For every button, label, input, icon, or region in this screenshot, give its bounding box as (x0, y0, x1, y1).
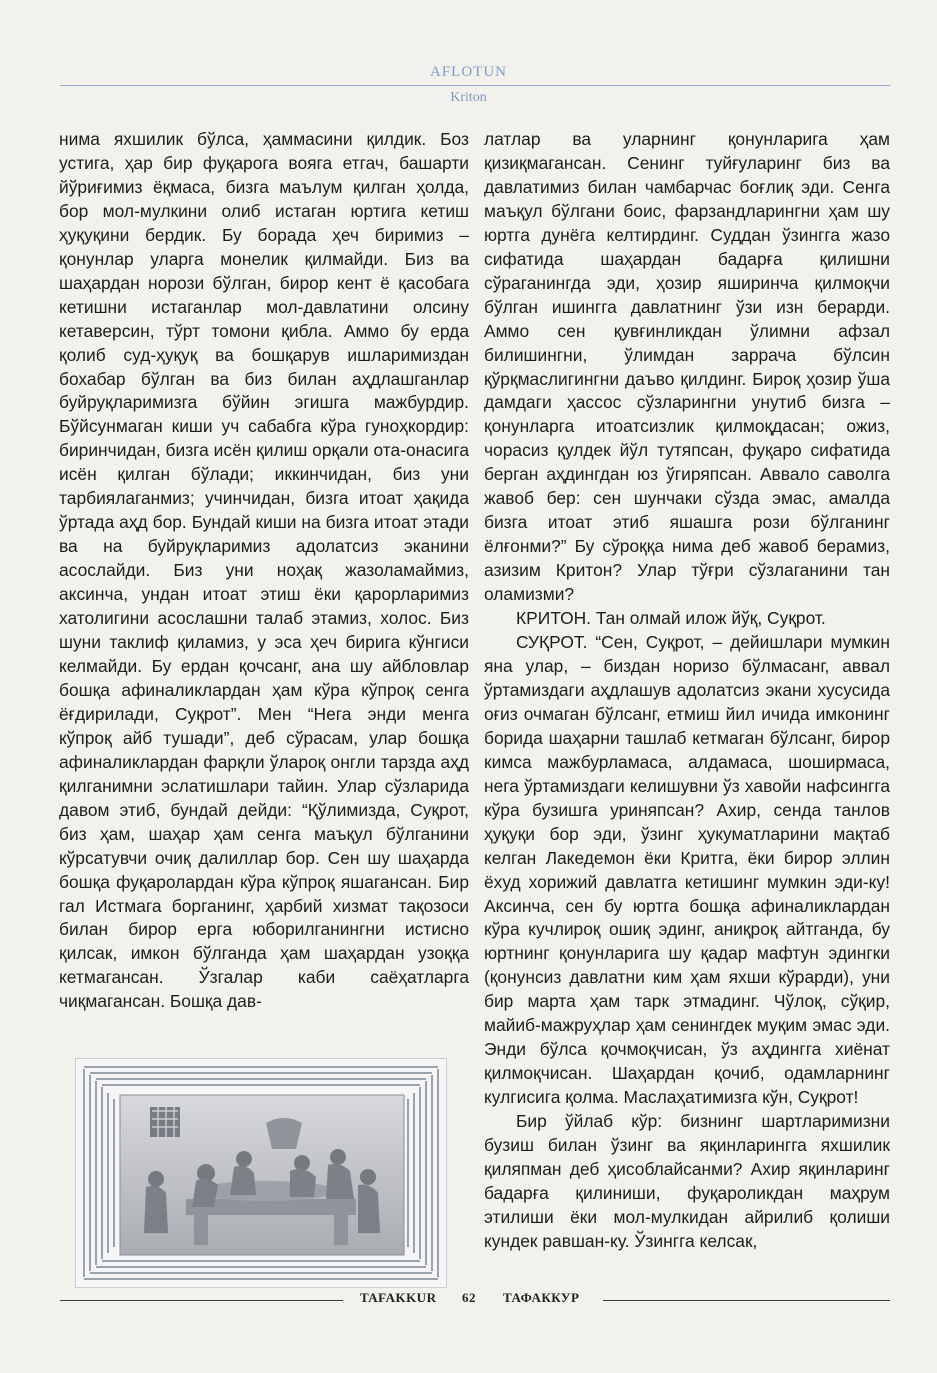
right-column (484, 128, 890, 1254)
right-paragraph-4: Бир ўйлаб кўр: бизнинг шартларимизни бузиш билан ўзинг ва яқинларингга яхшилик қиляпман деб ҳисоблайсанми? Ахир яқинларинг бадарға қилиниши, фуқароликдан маҳрум этилиши ёки мол-мулкидан айрилиб қолиши кундек равшан-ку. Ўзингга келсак, (484, 1111, 890, 1251)
right-paragraph-2: КРИТОН. Тан олмай илож йўқ, Суқрот. (516, 608, 826, 629)
left-column (59, 128, 469, 1014)
footer-title-cyrillic: ТАФАККУР (503, 1290, 580, 1305)
page-number: 62 (462, 1290, 476, 1305)
relief-illustration (75, 1058, 447, 1288)
footer-rule-left (60, 1300, 343, 1301)
right-paragraph-1: латлар ва уларнинг қонунларига ҳам қизиқмагансан. Сенинг туйғуларинг биз ва давлатимиз билан чамбарчас боғлиқ эди. Сенга маъқул бўлгани боис, фарзандларингни ҳам шу юртга дунёга келтирдинг. Суддан ўзингга жазо сифатида шаҳардан бадарға қилишни сўраганингда эди, ҳозир яширинча қилмоқчи бўлган ишингга давлатнинг ўзи изн берарди. Аммо сен қувғинликдан ўлимни афзал билишингни, ўлимдан заррача бўлсин қўрқмаслигингни даъво қилдинг. Бироқ ҳозир ўша дамдаги ҳассос сўзларингни унутиб бизга – қонунларга итоатсизлик қилмоқдасан; ожиз, чорасиз қулдек йўл тутяпсан, фуқаро сифатида берган аҳдингдан юз ўгиряпсан. Аввало саволга жавоб бер: сен шунчаки сўзда эмас, амалда бизга итоат этиб яшашга рози бўлганинг ёлғонми?” Бу сўроққа нима деб жавоб берамиз, азизим Критон? Улар тўғри сўзлаганини тан оламизми? (484, 129, 890, 605)
running-header (0, 64, 937, 105)
footer-rule-right (603, 1300, 890, 1301)
header-rule (60, 85, 890, 86)
right-paragraph-3: СУҚРОТ. “Сен, Суқрот, – дейишлари мумкин яна улар, – биздан норизо бўлмасанг, аввал ўртамиздаги аҳдлашув адолатсиз экани хусусида оғиз очмаган бўлсанг, етмиш йил ичида имконинг борида шаҳарни ташлаб кетмаган бўлсанг, бирор кимса мажбурламаса, алдамаса, шоширмаса, нега ўртамиздаги келишувни ўз хавойи нафсингга кўра бузишга уриняпсан? Ахир, сенда танлов ҳуқуқи бор эди, ўзинг ҳукуматларини мақтаб келган Лакедемон ёки Критга, ёки бирор эллин ёхуд хорижий давлатга кетишинг мумкин эди-ку! Аксинча, сен бу юртга бошқа афиналиклардан кўра кучлироқ ошиқ эдинг, аниқроқ айтганда, бу юртнинг қонунларига шу қадар мафтун эдингки (қонунсиз давлатни ким ҳам яхши кўрарди), уни бир марта ҳам тарк этмадинг. Чўлоқ, сўқир, майиб-мажруҳлар ҳам сенингдек муқим эмас эди. Энди бўлса қочмоқчисан, ўз аҳдингга хиёнат қилмоқчисан. Шаҳардан қочиб, одамларнинг кулгисига қолма. Маслаҳатимизга кўн, Суқрот! (484, 632, 890, 1108)
header-title: AFLOTUN (430, 64, 507, 80)
left-paragraph: нима яхшилик бўлса, ҳаммасини қилдик. Боз устига, ҳар бир фуқарога вояга етгач, башарти йўриғимиз ёқмаса, бизга маълум қилган ҳолда, бор мол-мулкини олиб истаган юртига кетиш ҳуқуқини бердик. Бу борада ҳеч биримиз – қонунлар уларга монелик қилмайди. Биз ва шаҳардан норози бўлган, бирор кент ё қасобага кетишни истаганлар мол-давлатини олсину кетаверсин, тўрт томони қибла. Аммо бу ерда қолиб суд-ҳуқуқ ва бошқарув ишларимиздан бохабар бўлган ва биз билан аҳдлашганлар буйруқларимизга бўйин эгишга мажбурдир. Бўйсунмаган киши уч сабабга кўра гуноҳкордир: биринчидан, бизга исён қилиш орқали ота-онасига исён қилган бўлади; иккинчидан, биз уни тарбиялаганмиз; учинчидан, бизга итоат ҳақида ўртада аҳд бор. Бундай киши на бизга итоат этади ва на буйруқларимиз адолатсиз эканини асослайди. Биз уни ноҳақ жазоламаймиз, аксинча, ундан итоат этиш ёки қарорларимиз хатолигини асослашни талаб этамиз, холос. Биз шуни таклиф қиламиз, у эса ҳеч бирига кўнгиси келмайди. Бу ердан қочсанг, ана шу айбловлар бошқа афиналиклардан ҳам кўра кўпроқ сенга ёғдирилади, Суқрот”. Мен “Нега энди менга кўпроқ айб тушади”, деб сўрасам, улар бошқа афиналиклардан фарқли ўлароқ онгли тарзда аҳд қилганимни эслатишлари тайин. Улар сўзларида давом этиб, бундай дейди: “Қўлимизда, Суқрот, биз ҳам, шаҳар ҳам сенга маъқул бўлганини кўрсатувчи очиқ далиллар бор. Сен шу шаҳарда бошқа фуқаролардан кўра кўпроқ яшагансан. Бир гал Истмага борганинг, ҳарбий хизмат тақозоси билан бирор ерга юборилганингни истисно қилсак, имкон бўлганда ҳам шаҳардан узоққа кетмагансан. Ўзгалар каби саёҳатларга чиқмагансан. Бошқа дав- (59, 129, 469, 1012)
footer-title-latin: TAFAKKUR (360, 1290, 437, 1305)
death-of-socrates-relief (76, 1059, 446, 1287)
page-footer (0, 1284, 937, 1314)
header-subtitle: Kriton (450, 90, 487, 105)
